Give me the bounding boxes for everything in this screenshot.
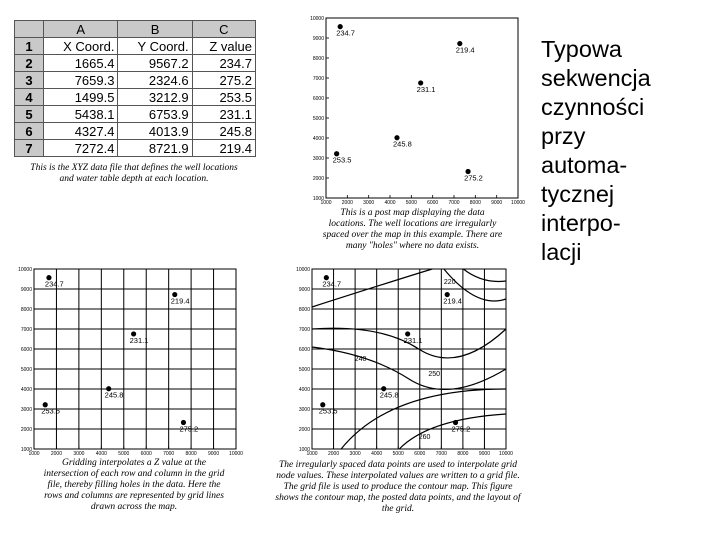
y-tick-label: 1000 xyxy=(298,447,310,453)
row-number: 1 xyxy=(15,38,44,55)
title-line: przy xyxy=(541,123,586,149)
y-tick-label: 8000 xyxy=(20,307,32,313)
y-tick-label: 1000 xyxy=(312,196,324,202)
x-tick-label: 10000 xyxy=(229,451,243,457)
y-tick-label: 6000 xyxy=(312,96,324,102)
y-tick-label: 4000 xyxy=(20,387,32,393)
table-row xyxy=(15,89,256,106)
data-label: 234.7 xyxy=(44,279,64,289)
x-tick-label: 3000 xyxy=(349,451,361,457)
data-label: 245.8 xyxy=(104,390,124,400)
table-cell: 231.1 xyxy=(192,106,255,123)
x-tick-label: 6000 xyxy=(140,451,152,457)
y-tick-label: 7000 xyxy=(20,327,32,333)
x-tick-label: 5000 xyxy=(118,451,130,457)
title-line: Typowa xyxy=(541,36,622,62)
y-tick-label: 8000 xyxy=(298,307,310,313)
row-number: 3 xyxy=(15,72,44,89)
y-tick-label: 7000 xyxy=(312,76,324,82)
xyz-caption: This is the XYZ data file that defines the well locations and water table depth at each location. xyxy=(30,163,238,184)
table-cell: 6753.9 xyxy=(118,106,192,123)
data-label: 275.2 xyxy=(451,424,471,434)
y-tick-label: 6000 xyxy=(20,347,32,353)
table-cell: 4013.9 xyxy=(118,123,192,140)
x-tick-label: 7000 xyxy=(163,451,175,457)
y-tick-label: 10000 xyxy=(296,267,310,273)
contour-label: 250 xyxy=(428,371,441,378)
x-tick-label: 8000 xyxy=(185,451,197,457)
data-label: 219.4 xyxy=(443,296,462,306)
table-row xyxy=(15,38,256,55)
title-line: interpo- xyxy=(541,210,621,236)
table-cell: 253.5 xyxy=(192,89,255,106)
y-tick-label: 3000 xyxy=(20,407,32,413)
title-line: lacji xyxy=(541,239,582,265)
table-row xyxy=(15,106,256,123)
data-label: 231.1 xyxy=(129,335,149,345)
contour-map xyxy=(284,263,518,457)
x-tick-label: 5000 xyxy=(392,451,404,457)
x-tick-label: 3000 xyxy=(363,200,375,206)
contour-map-caption: The irregularly spaced data points are used to interpolate grid node values. These interpolated values are written to a grid file. The grid file is used to produce the contour map. This figure shows the contour map, the posted data points, and the layout of the grid. xyxy=(275,460,521,514)
y-tick-label: 10000 xyxy=(310,16,324,22)
y-tick-label: 3000 xyxy=(312,156,324,162)
y-tick-label: 9000 xyxy=(298,287,310,293)
x-tick-label: 4000 xyxy=(384,200,396,206)
contour-label: 240 xyxy=(354,356,367,363)
y-tick-label: 10000 xyxy=(18,267,32,273)
table-cell: 5438.1 xyxy=(44,106,118,123)
x-tick-label: 7000 xyxy=(435,451,447,457)
title-line: tycznej xyxy=(541,181,615,207)
y-tick-label: 2000 xyxy=(298,427,310,433)
x-tick-label: 1000 xyxy=(306,451,318,457)
post-map xyxy=(300,10,530,208)
data-label: 275.2 xyxy=(179,424,199,434)
table-cell: 2324.6 xyxy=(118,72,192,89)
table-cell: 7272.4 xyxy=(44,140,118,157)
x-tick-label: 3000 xyxy=(73,451,85,457)
table-cell: 219.4 xyxy=(192,140,255,157)
data-label: 234.7 xyxy=(322,279,342,289)
row-number: 2 xyxy=(15,55,44,72)
x-tick-label: 10000 xyxy=(511,200,525,206)
data-label: 253.5 xyxy=(41,406,60,416)
x-tick-label: 2000 xyxy=(327,451,340,457)
header-cell: Y Coord. xyxy=(118,38,192,55)
row-number: 6 xyxy=(15,123,44,140)
table-cell: 3212.9 xyxy=(118,89,192,106)
table-cell: 234.7 xyxy=(192,55,255,72)
table-row xyxy=(15,123,256,140)
x-tick-label: 1000 xyxy=(28,451,40,457)
data-label: 253.5 xyxy=(332,155,352,165)
y-tick-label: 6000 xyxy=(298,347,310,353)
map-frame xyxy=(312,269,506,449)
title-line: sekwencja xyxy=(541,65,651,91)
y-tick-label: 2000 xyxy=(312,176,324,182)
x-tick-label: 6000 xyxy=(427,200,439,206)
x-tick-label: 2000 xyxy=(50,451,63,457)
slide-title xyxy=(541,35,711,267)
y-tick-label: 9000 xyxy=(312,36,324,42)
contour-label: 220 xyxy=(443,279,456,286)
grid-map-caption: Gridding interpolates a Z value at the intersection of each row and column in the grid file, thereby filling holes in the data. Here the rows and columns are represented by grid lines drawn across the map. xyxy=(43,458,225,512)
grid-map xyxy=(6,263,246,457)
x-tick-label: 6000 xyxy=(414,451,426,457)
y-tick-label: 2000 xyxy=(20,427,32,433)
x-tick-label: 8000 xyxy=(457,451,469,457)
y-tick-label: 8000 xyxy=(312,56,324,62)
table-cell: 1665.4 xyxy=(44,55,118,72)
x-tick-label: 10000 xyxy=(499,451,513,457)
table-cell: 9567.2 xyxy=(118,55,192,72)
table-cell: 4327.4 xyxy=(44,123,118,140)
data-label: 245.8 xyxy=(379,390,399,400)
table-cell: 7659.3 xyxy=(44,72,118,89)
data-label: 219.4 xyxy=(455,45,475,55)
table-cell: 1499.5 xyxy=(44,89,118,106)
title-line: czynności xyxy=(541,94,645,120)
data-label: 253.5 xyxy=(318,406,338,416)
header-cell: Z value xyxy=(192,38,255,55)
x-tick-label: 1000 xyxy=(320,200,332,206)
xyz-spreadsheet xyxy=(14,20,256,157)
x-tick-label: 4000 xyxy=(371,451,383,457)
map-frame xyxy=(34,269,236,449)
table-row xyxy=(15,55,256,72)
table-cell: 8721.9 xyxy=(118,140,192,157)
x-tick-label: 7000 xyxy=(448,200,460,206)
x-tick-label: 9000 xyxy=(478,451,491,457)
data-label: 234.7 xyxy=(336,28,355,38)
row-number: 5 xyxy=(15,106,44,123)
post-map-caption: This is a post map displaying the data locations. The well locations are irregularly spaced over the map in this example. There are many "holes" where no data exists. xyxy=(322,208,503,251)
header-cell: X Coord. xyxy=(44,38,118,55)
data-label: 245.8 xyxy=(392,139,412,149)
x-tick-label: 9000 xyxy=(491,200,503,206)
data-label: 219.4 xyxy=(170,296,190,306)
y-tick-label: 5000 xyxy=(20,367,32,373)
y-tick-label: 7000 xyxy=(298,327,310,333)
y-tick-label: 5000 xyxy=(298,367,310,373)
row-number: 7 xyxy=(15,140,44,157)
y-tick-label: 9000 xyxy=(20,287,32,293)
corner-cell xyxy=(15,21,44,38)
column-header: C xyxy=(192,21,255,38)
row-number: 4 xyxy=(15,89,44,106)
table-cell: 245.8 xyxy=(192,123,255,140)
column-header: A xyxy=(44,21,118,38)
x-tick-label: 9000 xyxy=(207,451,220,457)
y-tick-label: 5000 xyxy=(312,116,324,122)
y-tick-label: 4000 xyxy=(298,387,310,393)
y-tick-label: 4000 xyxy=(312,136,324,142)
title-line: automa- xyxy=(541,152,628,178)
y-tick-label: 1000 xyxy=(20,447,32,453)
table-cell: 275.2 xyxy=(192,72,255,89)
x-tick-label: 5000 xyxy=(405,200,417,206)
column-header-row xyxy=(15,21,256,38)
x-tick-label: 8000 xyxy=(469,200,481,206)
table-row xyxy=(15,140,256,157)
contour-line xyxy=(312,347,506,389)
x-tick-label: 2000 xyxy=(341,200,353,206)
table-row xyxy=(15,72,256,89)
data-label: 231.1 xyxy=(416,84,436,94)
data-label: 275.2 xyxy=(464,173,483,183)
x-tick-label: 4000 xyxy=(95,451,107,457)
map-frame xyxy=(326,18,518,198)
column-header: B xyxy=(118,21,192,38)
data-label: 231.1 xyxy=(403,335,423,345)
contour-label: 260 xyxy=(418,434,431,441)
y-tick-label: 3000 xyxy=(298,407,310,413)
